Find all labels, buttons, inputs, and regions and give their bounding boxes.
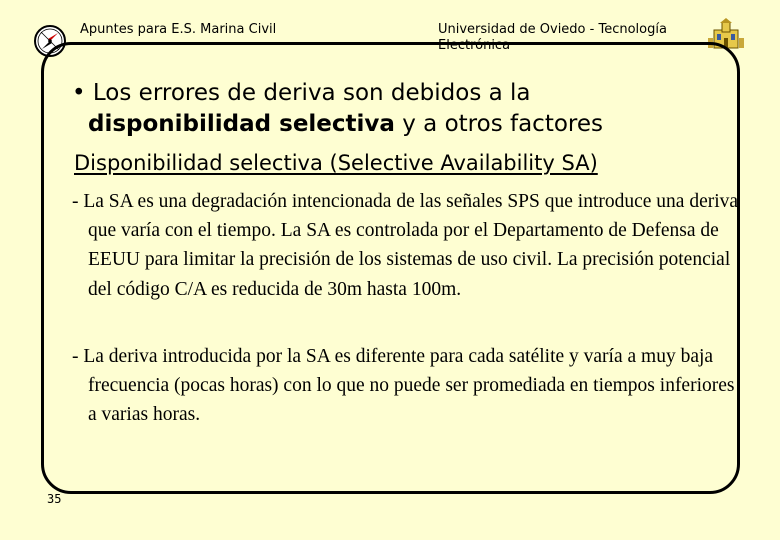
bullet-text-2: y a otros factores (394, 111, 603, 137)
page-number: 35 (47, 492, 62, 506)
section-subheading: Disponibilidad selectiva (Selective Availability SA) (74, 151, 598, 175)
bullet-marker: • (72, 80, 93, 106)
course-title: Apuntes para E.S. Marina Civil (80, 22, 277, 37)
bullet-bold-term: disponibilidad selectiva (88, 111, 395, 137)
paragraph-1: - La SA es una degradación intencionada de las señales SPS que introduce una deriva que varía con el tiempo. La SA es controlada por el Departamento de Defensa de EEUU para limitar la precisión de los sistemas de uso civil. La precisión potencial del código C/A es reducida de 30m hasta 100m. (72, 191, 739, 300)
paragraph-2: - La deriva introducida por la SA es diferente para cada satélite y varía a muy baja frecuencia (pocas horas) con lo que no puede ser promediada en tiempos inferiores a varias horas. (72, 346, 735, 426)
university-title: Universidad de Oviedo - Tecnología Electrónica (438, 22, 667, 53)
bullet-text-1: Los errores de deriva son debidos a la (92, 80, 531, 106)
main-bullet (72, 78, 732, 140)
